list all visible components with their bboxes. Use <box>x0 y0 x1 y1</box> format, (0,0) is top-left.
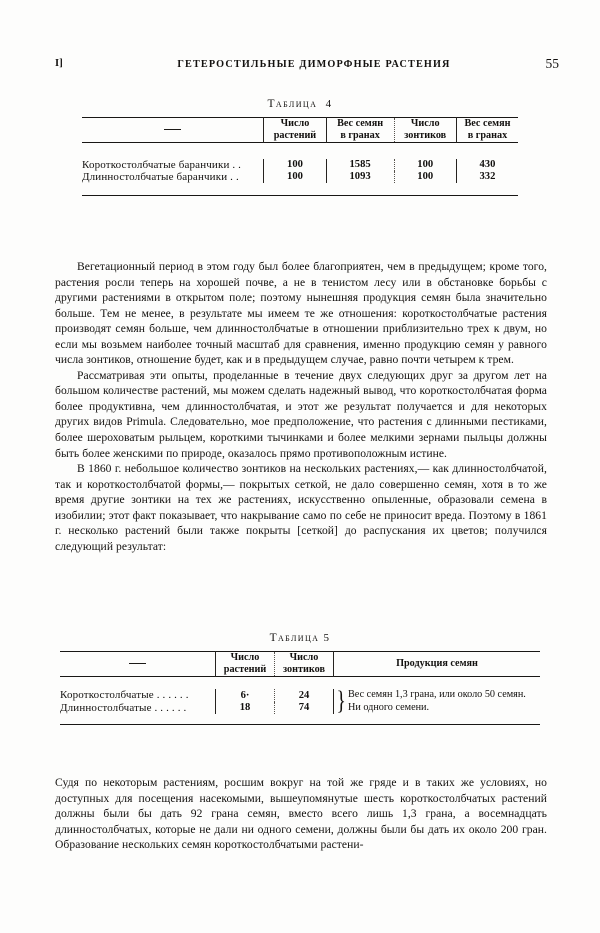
em-dash-icon <box>129 663 146 664</box>
table-5-bottom-rule-row <box>60 714 540 725</box>
table-5-col-3-header <box>334 652 541 677</box>
table-4-header-row <box>82 118 518 143</box>
table-4-row-0-label: Короткостолбчатые баранчики . . <box>82 158 242 171</box>
table-5-caption-word: Таблица <box>269 632 320 644</box>
table-4-col-4-header-line1: Вес семян <box>464 118 511 129</box>
table-row <box>60 702 540 714</box>
running-title: ГЕТЕРОСТИЛЬНЫЕ ДИМОРФНЫЕ РАСТЕНИЯ <box>177 59 451 70</box>
table-4 <box>82 117 518 196</box>
table-5-bottom-spacer <box>60 714 540 725</box>
table-4-row-1-plants: 100 <box>264 171 326 183</box>
latin-genus-name: Primula <box>126 415 164 429</box>
table-5-row-0-umbels: 24 <box>275 689 334 701</box>
table-5-caption <box>60 632 540 644</box>
table-4-col-0-header <box>82 118 264 143</box>
table-4-caption-word: Таблица <box>267 98 318 110</box>
table-5-row-0-production: Вес семян 1,3 грана, или около 50 семян. <box>348 689 526 701</box>
curly-brace-icon: } <box>336 685 346 715</box>
table-row <box>82 159 518 171</box>
table-4-col-2-header-line1: Вес семян <box>337 118 384 129</box>
paragraph-1: Вегетационный период в этом году был более благоприятен, чем в предыдущем; кроме того, растения росли теперь на хорошей почве, а не в тенистом лесу или в обстановке борьбы с другими растениями в открытом поле; поэтому нынешняя продукция семян была значительно больше. Тем не менее, в результате мы имеем те же отношения: короткостолбчатые растения производят семян больше, чем длинностолбчатые в отношении приблизительно трех к двум, но если мы возьмем наиболее точный масштаб для сравнения, именно продукцию семян у равного числа зонтиков, отношение будет, как и в предыдущем случае, равно почти четырем к трем. <box>55 260 547 367</box>
table-5-row-1-production: Ни одного семени. <box>348 701 430 713</box>
table-4-col-2-header-line2: в гранах <box>340 130 380 142</box>
body-text-block-1 <box>55 259 547 554</box>
table-4-row-0-umbels: 100 <box>394 159 456 171</box>
table-4-block <box>82 98 518 196</box>
table-5-head <box>60 652 540 677</box>
table-5-caption-number: 5 <box>323 632 331 644</box>
table-4-col-1-header <box>264 118 326 143</box>
table-5-col-1-header <box>216 652 275 677</box>
table-5-col-1-header-line2: растений <box>223 664 267 676</box>
table-4-bottom-rule-row <box>82 183 518 196</box>
table-5-block <box>60 632 540 725</box>
table-4-body <box>82 143 518 196</box>
table-5-row-1-plants: 18 <box>216 702 275 714</box>
table-4-col-3-header-line1: Число <box>410 118 440 129</box>
table-row <box>60 677 540 690</box>
paragraph-3: В 1860 г. небольшое количество зонтиков на нескольких растениях,— как длинностолбчатой, так и короткостолбчатой формы,— покрытых сеткой, не дало совершенно семян, хотя в то же время другие зонтики на тех же растениях, искусственно опыленные, образовали семена в изобилии; этот факт показывает, что накрывание само по себе не приносит вреда. Поэтому в 1861 г. несколько растений были также покрыты [сеткой] до распускания их цветов; получился следующий результат: <box>55 462 547 553</box>
body-text-block-2 <box>55 775 547 853</box>
table-4-caption-number: 4 <box>325 98 333 110</box>
paragraph-2-part-a: Рассматривая эти опыты, проделанные в течение двух следующих друг за другом лет на большом количестве растений, мы можем сделать надежный вывод, что короткостолбчатая форма более продуктивна, чем длинностолбчатая, и этот же результат получается и для некоторых других видов <box>55 368 547 429</box>
em-dash-icon <box>164 129 181 130</box>
table-4-spacer <box>82 143 518 159</box>
table-4-col-3-header <box>394 118 456 143</box>
table-4-row-0-seed-weight-2: 430 <box>456 159 518 171</box>
table-4-row-1-umbels: 100 <box>394 171 456 183</box>
table-5-col-0-header <box>60 652 216 677</box>
paragraph-4: Судя по некоторым растениям, росшим вокруг на той же гряде и в таких же условиях, но доступных для посещения насекомыми, вышеупомянутые шесть короткостолбчатых растений должны были бы дать 92 грана семян, вместо всего лишь 1,3 грана, а восемнадцать длинностолбчатых, которые не дали ни одного семени, должны были бы дать их около 200 гран. Образование нескольких семян короткостолбчатыми растени- <box>55 776 547 852</box>
row-brace <box>334 685 349 715</box>
table-4-row-1-seed-weight-2: 332 <box>456 171 518 183</box>
table-5-row-1-umbels: 74 <box>275 702 334 714</box>
table-4-row-0-plants: 100 <box>264 159 326 171</box>
table-5-col-2-header-line1: Число <box>289 652 319 663</box>
table-4-caption <box>82 98 518 110</box>
table-4-col-4-header <box>456 118 518 143</box>
page-number: 55 <box>545 56 559 71</box>
table-5-row-1-label: Длинностолбчатые . . . . . . <box>60 701 187 714</box>
running-head <box>55 56 559 76</box>
table-4-row-0-seed-weight-1: 1585 <box>326 159 394 171</box>
table-5 <box>60 651 540 725</box>
table-5-row-0-plants: 6· <box>216 689 275 701</box>
table-row <box>82 143 518 159</box>
table-4-row-1-seed-weight-1: 1093 <box>326 171 394 183</box>
table-4-row-1-label: Длинностолбчатые баранчики . . <box>82 170 239 183</box>
table-5-col-2-header <box>275 652 334 677</box>
table-4-col-1-header-line1: Число <box>280 118 310 129</box>
table-4-bottom-spacer <box>82 183 518 196</box>
table-5-body <box>60 677 540 725</box>
table-4-col-2-header <box>326 118 394 143</box>
table-5-spacer <box>60 677 540 690</box>
paragraph-2 <box>55 368 547 461</box>
table-row <box>60 689 540 701</box>
table-4-head <box>82 118 518 143</box>
table-5-col-1-header-line1: Число <box>230 652 260 663</box>
table-4-col-1-header-line2: растений <box>273 130 317 142</box>
table-5-col-2-header-line2: зонтиков <box>283 664 325 676</box>
table-5-col-3-header-line1: Продукция семян <box>396 658 478 670</box>
section-marker: I] <box>55 58 63 69</box>
table-5-row-0-label: Короткостолбчатые . . . . . . <box>60 689 189 702</box>
table-row <box>82 171 518 183</box>
table-4-col-4-header-line2: в гранах <box>467 130 508 142</box>
table-5-header-row <box>60 652 540 677</box>
table-4-col-3-header-line2: зонтиков <box>404 130 447 142</box>
paragraph-2-part-b: . Следовательно, мое предположение, что растения с длинными пестиками, более шероховатым рыльцем, короткими тычинками и более мелкими зернами пыльцы должны быть более женскими по природе, оказалось прямо противоположным истине. <box>55 415 547 460</box>
